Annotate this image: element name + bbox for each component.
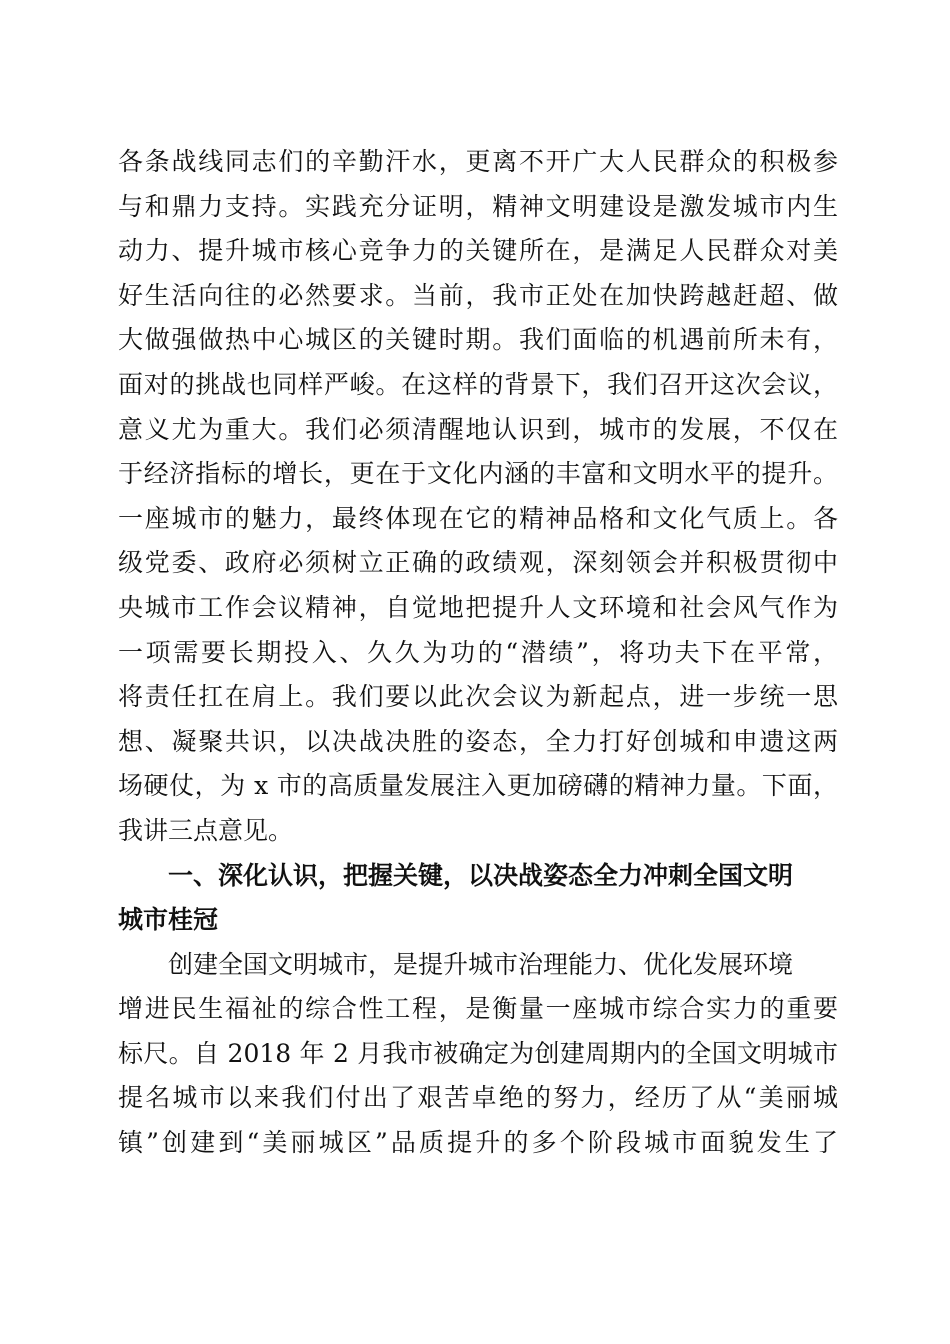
paragraph-line: 各条战线同志们的辛勤汗水，更离不开广大人民群众的积极参 [118, 147, 838, 176]
paragraph-line: 于经济指标的增长，更在于文化内涵的丰富和文明水平的提升。 [118, 459, 838, 489]
paragraph-line: 我讲三点意见。 [118, 815, 294, 845]
paragraph-line: 一座城市的魅力，最终体现在它的精神品格和文化气质上。各 [118, 503, 838, 533]
document-body [118, 140, 838, 1166]
paragraph-line: 好生活向往的必然要求。当前，我市正处在加快跨越赶超、做 [118, 280, 838, 310]
paragraph-line: 与和鼎力支持。实践充分证明，精神文明建设是激发城市内生 [118, 191, 838, 221]
paragraph-line: 级党委、政府必须树立正确的政绩观，深刻领会并积极贯彻中 [118, 548, 838, 578]
paragraph-line: 央城市工作会议精神，自觉地把提升人文环境和社会风气作为 [118, 592, 838, 622]
paragraph-line: 将责任扛在肩上。我们要以此次会议为新起点，进一步统一思 [118, 682, 838, 712]
paragraph-line: 动力、提升城市核心竞争力的关键所在，是满足人民群众对美 [118, 236, 838, 266]
section-paragraph-line: 增进民生福祉的综合性工程，是衡量一座城市综合实力的重要 [118, 994, 838, 1024]
section-paragraph-line: 标尺。自 2018 年 2 月我市被确定为创建周期内的全国文明城市 [118, 1038, 838, 1068]
paragraph-line: 意义尤为重大。我们必须清醒地认识到，城市的发展，不仅在 [118, 414, 838, 444]
paragraph-line: 大做强做热中心城区的关键时期。我们面临的机遇前所未有， [118, 325, 838, 355]
paragraph-line: 场硬仗，为 x 市的高质量发展注入更加磅礴的精神力量。下面， [118, 771, 838, 801]
paragraph-line: 一项需要长期投入、久久为功的“潜绩”，将功夫下在平常， [118, 637, 838, 667]
section-heading-line-1: 一、深化认识，把握关键，以决战姿态全力冲刺全国文明 [168, 860, 794, 890]
paragraph-line: 面对的挑战也同样严峻。在这样的背景下，我们召开这次会议， [118, 369, 838, 399]
section-paragraph-line: 提名城市以来我们付出了艰苦卓绝的努力，经历了从“美丽城 [118, 1083, 838, 1113]
section-paragraph-line: 创建全国文明城市，是提升城市治理能力、优化发展环境 [168, 949, 794, 979]
section-heading-line-2: 城市桂冠 [118, 905, 219, 935]
section-paragraph-line: 镇”创建到“美丽城区”品质提升的多个阶段城市面貌发生了 [118, 1128, 838, 1158]
paragraph-line: 想、凝聚共识，以决战决胜的姿态，全力打好创城和申遗这两 [118, 726, 838, 756]
